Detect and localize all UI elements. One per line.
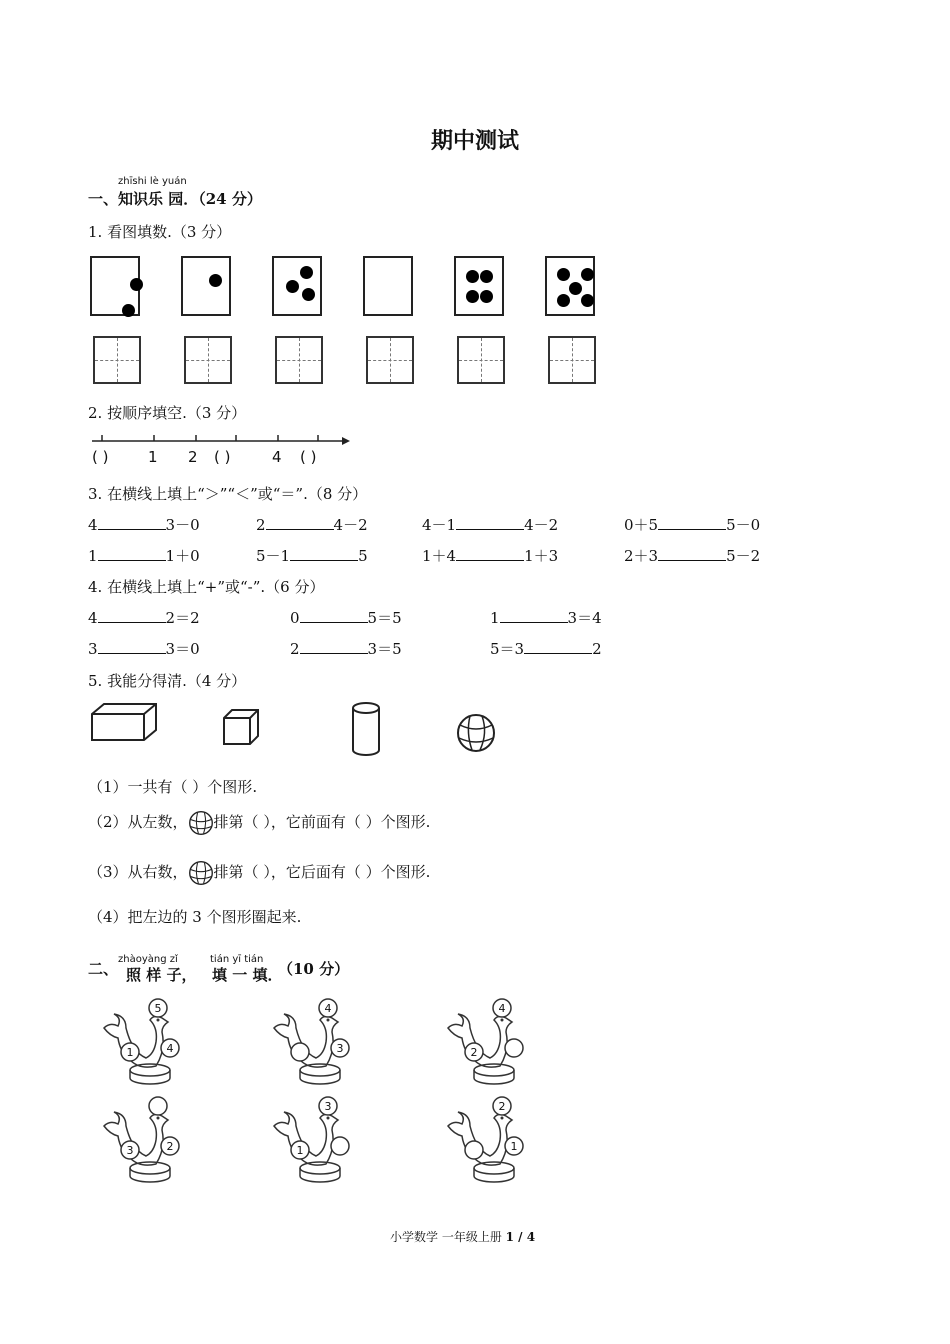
seal-top-ball-number: 3	[324, 1100, 332, 1113]
seal-top-ball	[319, 999, 337, 1017]
dot	[569, 282, 582, 295]
number-line-blank[interactable]: ( )	[92, 448, 109, 466]
compare-right: 5－2	[726, 547, 761, 565]
answer-grid[interactable]	[184, 336, 232, 384]
compare-item	[88, 514, 200, 535]
seal-top-ball-number: 5	[154, 1002, 162, 1015]
dot	[466, 290, 479, 303]
seal-right-ball	[161, 1137, 179, 1155]
dot	[122, 304, 135, 317]
sign-right: 5＝5	[367, 609, 402, 627]
seal-right-ball[interactable]	[331, 1137, 349, 1155]
answer-grid[interactable]	[93, 336, 141, 384]
sign-item	[290, 638, 402, 659]
cuboid-shape	[92, 704, 156, 740]
q5-sub2-suffix: 排第（ ），它前面有（ ）个图形.	[213, 813, 431, 831]
compare-item	[256, 514, 368, 535]
q5-sub2	[88, 810, 430, 836]
compare-left: 2	[256, 516, 266, 534]
sign-item	[290, 607, 402, 628]
q5-label: 5. 我能分得清.（4 分）	[88, 672, 247, 690]
seal-right-ball	[161, 1039, 179, 1057]
q5-sub3-suffix: 排第（ ），它后面有（ ）个图形.	[213, 863, 431, 881]
seal-top-ball-number: 2	[498, 1100, 506, 1113]
sign-blank[interactable]	[500, 608, 568, 623]
q5-sub3	[88, 860, 430, 886]
seal-right-ball-number: 3	[336, 1042, 344, 1055]
seal-figure	[440, 996, 550, 1086]
q5-sub4: （4）把左边的 3 个图形圈起来.	[88, 908, 302, 926]
dot	[300, 266, 313, 279]
page-title: 期中测试	[430, 128, 519, 154]
compare-right: 5－0	[726, 516, 761, 534]
dice-box	[272, 256, 322, 316]
compare-right: 3－0	[165, 516, 200, 534]
footer	[390, 1228, 535, 1245]
q5-sub2-prefix: （2）从左数，	[88, 813, 188, 831]
answer-grid[interactable]	[548, 336, 596, 384]
compare-item	[422, 545, 558, 566]
q5-shapes	[88, 700, 508, 760]
answer-grid[interactable]	[457, 336, 505, 384]
ball-icon	[188, 860, 214, 886]
sign-right: 3＝4	[567, 609, 602, 627]
answer-grid[interactable]	[366, 336, 414, 384]
sign-left: 0	[290, 609, 300, 627]
section1-pinyin: zhīshi lè yuán	[118, 176, 187, 187]
sign-blank[interactable]	[300, 608, 368, 623]
seal-figure	[266, 996, 376, 1086]
answer-grid[interactable]	[275, 336, 323, 384]
sign-blank[interactable]	[98, 608, 166, 623]
dot	[581, 268, 594, 281]
compare-blank[interactable]	[456, 546, 524, 561]
dot	[480, 290, 493, 303]
dice-box	[181, 256, 231, 316]
page-number: 1 / 4	[505, 1230, 536, 1244]
seal-left-ball-number: 1	[296, 1144, 304, 1157]
sign-right: 2	[592, 640, 602, 658]
seal-top-ball[interactable]	[149, 1097, 167, 1115]
dice-box	[363, 256, 413, 316]
compare-item	[88, 545, 200, 566]
q5-sub1: （1）一共有（ ）个图形.	[88, 778, 258, 796]
compare-left: 1	[88, 547, 98, 565]
seal-top-ball	[493, 999, 511, 1017]
section2-word2: 填 一 填．	[212, 966, 283, 984]
seal-right-ball	[331, 1039, 349, 1057]
sign-left: 5＝3	[490, 640, 525, 658]
compare-item	[422, 514, 558, 535]
seal-left-ball-number: 2	[470, 1046, 478, 1059]
seal-left-ball-number: 1	[126, 1046, 134, 1059]
seal-right-ball[interactable]	[505, 1039, 523, 1057]
compare-right: 1＋3	[524, 547, 559, 565]
seal-left-ball-number: 3	[126, 1144, 134, 1157]
dot	[557, 268, 570, 281]
seal-top-ball	[493, 1097, 511, 1115]
sign-blank[interactable]	[98, 639, 166, 654]
compare-left: 5－1	[256, 547, 291, 565]
compare-right: 4－2	[333, 516, 368, 534]
compare-right: 5	[358, 547, 368, 565]
compare-blank[interactable]	[456, 515, 524, 530]
q4-label: 4. 在横线上填上“+”或“-”.（6 分）	[88, 578, 325, 596]
compare-right: 4－2	[524, 516, 559, 534]
compare-left: 4	[88, 516, 98, 534]
number-line-blank[interactable]: ( )	[300, 448, 317, 466]
dot	[302, 288, 315, 301]
section1-heading: 一、知识乐 园．（24 分）	[88, 190, 262, 208]
seal-left-ball[interactable]	[291, 1043, 309, 1061]
section2-word1: 照 样 子，	[126, 966, 197, 984]
cylinder-shape	[353, 703, 379, 755]
compare-blank[interactable]	[266, 515, 334, 530]
seal-figure	[440, 1094, 550, 1184]
cube-shape	[224, 710, 258, 744]
sign-left: 2	[290, 640, 300, 658]
compare-right: 1＋0	[165, 547, 200, 565]
compare-blank[interactable]	[98, 515, 166, 530]
section2-pinyin2: tián yī tián	[210, 954, 264, 965]
dot	[286, 280, 299, 293]
seal-figure	[96, 996, 206, 1086]
seal-top-ball-number: 4	[498, 1002, 506, 1015]
dot	[581, 294, 594, 307]
compare-item	[256, 545, 368, 566]
compare-item	[624, 514, 760, 535]
q2-label: 2. 按顺序填空.（3 分）	[88, 404, 247, 422]
sign-item	[490, 638, 602, 659]
section2-pinyin1: zhàoyàng zǐ	[118, 954, 178, 965]
footer-text: 小学数学 一年级上册	[390, 1230, 502, 1244]
sign-left: 4	[88, 609, 98, 627]
seal-top-ball-number: 4	[324, 1002, 332, 1015]
number-line	[88, 430, 358, 446]
q3-label: 3. 在横线上填上“＞”“＜”或“＝”.（8 分）	[88, 485, 368, 503]
seal-left-ball[interactable]	[465, 1141, 483, 1159]
sign-right: 2＝2	[165, 609, 200, 627]
sign-right: 3＝0	[165, 640, 200, 658]
compare-blank[interactable]	[658, 546, 726, 561]
section2-score: （10 分）	[278, 960, 350, 978]
compare-blank[interactable]	[290, 546, 358, 561]
compare-left: 2＋3	[624, 547, 659, 565]
ball-shape	[458, 715, 494, 751]
sign-left: 1	[490, 609, 500, 627]
compare-left: 1＋4	[422, 547, 457, 565]
sign-left: 3	[88, 640, 98, 658]
seal-left-ball	[465, 1043, 483, 1061]
sign-right: 3＝5	[367, 640, 402, 658]
sign-blank[interactable]	[300, 639, 368, 654]
section2-number: 二、	[88, 960, 119, 978]
seal-figure	[96, 1094, 206, 1184]
seal-right-ball-number: 2	[166, 1140, 174, 1153]
dot	[209, 274, 222, 287]
compare-left: 0＋5	[624, 516, 659, 534]
compare-blank[interactable]	[98, 546, 166, 561]
seal-right-ball-number: 4	[166, 1042, 174, 1055]
dot	[480, 270, 493, 283]
seal-top-ball	[319, 1097, 337, 1115]
number-line-number: 4	[272, 448, 282, 466]
q5-sub3-prefix: （3）从右数，	[88, 863, 188, 881]
compare-blank[interactable]	[658, 515, 726, 530]
dice-box	[545, 256, 595, 316]
dot	[466, 270, 479, 283]
number-line-number: 2	[188, 448, 198, 466]
seal-left-ball	[121, 1043, 139, 1061]
sign-item	[88, 638, 200, 659]
number-line-blank[interactable]: ( )	[214, 448, 231, 466]
q1-label: 1. 看图填数.（3 分）	[88, 223, 232, 241]
number-line-number: 1	[148, 448, 158, 466]
sign-item	[490, 607, 602, 628]
seal-top-ball	[149, 999, 167, 1017]
dot	[557, 294, 570, 307]
dice-box	[454, 256, 504, 316]
ball-icon	[188, 810, 214, 836]
dice-box	[90, 256, 140, 316]
seal-figure	[266, 1094, 376, 1184]
sign-item	[88, 607, 200, 628]
sign-blank[interactable]	[524, 639, 592, 654]
seal-left-ball	[121, 1141, 139, 1159]
compare-item	[624, 545, 760, 566]
dot	[130, 278, 143, 291]
seal-right-ball-number: 1	[510, 1140, 518, 1153]
compare-left: 4－1	[422, 516, 457, 534]
seal-left-ball	[291, 1141, 309, 1159]
seal-right-ball	[505, 1137, 523, 1155]
